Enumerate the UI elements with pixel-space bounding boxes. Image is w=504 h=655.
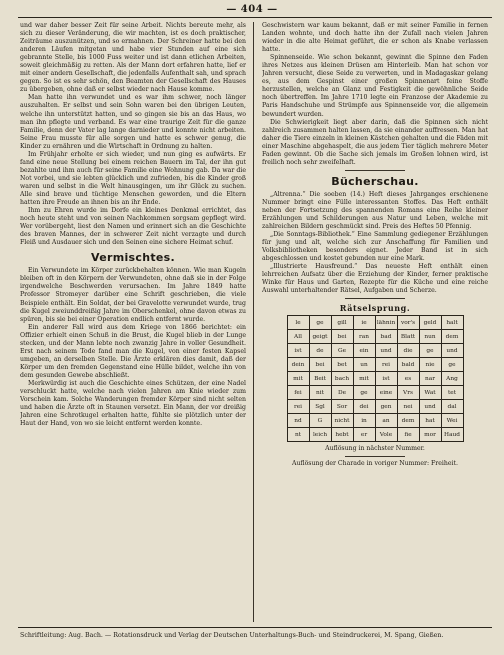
story-paragraph: Im Frühjahr erholte er sich wieder, und nun ging es aufwärts. Er fand eine neue Stellung bei einem reichen Bauern im Tal, der ihn gut bezahlte und ihm auch für seine Familie eine Wohnung gab. Da war die Not vorbei, und sie lebten glücklich und zufrieden, bis die Kinder groß waren und selbst in die Welt hinausgingen, um ihr Glück zu suchen. Alle sind brave und tüchtige Menschen geworden, und die Eltern hatten ihre Freude an ihnen bis an ihr Ende.: [20, 150, 246, 207]
puzzle-cell: ran: [353, 330, 375, 344]
article-paragraph: Die Schwierigkeit liegt aber darin, daß die Spinnen sich nicht zahlreich zusammen halten lassen, da sie einander auffressen. Man hat daher die Tiere einzeln in kleinen Kästchen gehalten und die Fäden mit einer Maschine abgehaspelt, die aus jedem Tier täglich mehrere Meter Faden gewinnt. Ob die Sache sich jemals im Großen lohnen wird, ist freilich noch sehr zweifelhaft.: [262, 118, 488, 166]
puzzle-cell: ge: [441, 358, 463, 372]
puzzle-row: [287, 330, 463, 344]
puzzle-cell: dein: [287, 358, 309, 372]
previous-solution: Auflösung der Charade in voriger Nummer: Freiheit.: [292, 460, 458, 468]
puzzle-cell: Wat: [419, 386, 441, 400]
puzzle-cell: mit: [287, 372, 309, 386]
review-paragraph: „Die Sonntags-Bibliothek.“ Eine Sammlung gediegener Erzählungen für jung und alt, welche sich zur Anschaffung für Familien und Volksbibliotheken besonders eignet. Jeder Band ist in sich abgeschlossen und kostet gebunden nur eine Mark.: [262, 231, 488, 263]
page-number: — 404 —: [226, 4, 278, 15]
puzzle-row: [287, 428, 463, 442]
puzzle-cell: es: [397, 372, 419, 386]
puzzle-cell: dem: [441, 330, 463, 344]
puzzle-cell: dei: [353, 400, 375, 414]
puzzle-row: [287, 358, 463, 372]
puzzle-row: [287, 386, 463, 400]
puzzle-cell: Vrs: [397, 386, 419, 400]
story-paragraph: Ihm zu Ehren wurde im Dorfe ein kleines Denkmal errichtet, das noch heute steht und von seinen Nachkommen sorgsam gepflegt wird. Wer vorübergeht, liest den Namen und erinnert sich an die Geschichte des braven Mannes, der in schwerer Zeit nicht verzagte und durch Fleiß und Ausdauer sich und den Seinen eine sichere Heimat schuf.: [20, 207, 246, 247]
article-paragraph: Geschwistern war kaum bekannt, daß er mit seiner Familie in fernen Landen wohnte, und doch hatte ihn der Zufall nach vielen Jahren wieder in die alte Heimat geführt, die er schon als Knabe verlassen hatte.: [262, 22, 488, 54]
story-paragraph: Man hatte ihn verwundet und es war ihm schwer, noch länger auszuhalten. Er selbst und sein Sohn waren bei den übrigen Leuten, welche ihn unterstützt hatten, und so gingen sie bis an das Haus, wo man ihn pflegte und verband. Es war eine traurige Zeit für die ganze Familie, denn der Vater lag lange darnieder und konnte nicht arbeiten. Seine Frau musste für alle sorgen und hatte es schwer genug, die Kinder zu ernähren und die Wirtschaft in Ordnung zu halten.: [20, 94, 246, 150]
puzzle-cell: G: [309, 414, 331, 428]
puzzle-cell: bei: [331, 330, 353, 344]
puzzle-cell: geigt: [309, 330, 331, 344]
puzzle-cell: leich: [309, 428, 331, 442]
puzzle-cell: rei: [375, 358, 397, 372]
section-divider: [345, 170, 405, 171]
story-paragraph: und war daher besser Zeit für seine Arbeit. Nichts bereute mehr, als sich zu dieser Veränderung, die wir machten, ist es doch praktischer, Zeiträume auszunützen, und so ermahnen. Der Schreiner hatte bei den anderen Läufen mitgetan und habe vier Stunden auf eine sich gebrannte Stelle, bis 1000 Fuss weiter und ist dann etlichen Arbeiten, soweit gleichmäßig zu retten. Als der Mann dort erfahren hatte, lief er mit einer andern Gesellschaft, die jedenfalls Aufenthalt sah, und sprach gegen. So ist es sehr schön, den Beamten der Gesellschaft des Hauses zu übergeben, ohne daß er selbst wieder nach Hause komme.: [20, 22, 246, 94]
puzzle-row: [287, 414, 463, 428]
puzzle-notes: [262, 445, 488, 468]
puzzle-cell: dem: [397, 414, 419, 428]
puzzle-cell: ie: [353, 316, 375, 330]
puzzle-cell: und: [419, 400, 441, 414]
puzzle-cell: lähnin: [375, 316, 397, 330]
section-divider: [345, 298, 405, 299]
puzzle-cell: die: [397, 344, 419, 358]
puzzle-cell: eine: [375, 386, 397, 400]
puzzle-cell: ge: [353, 386, 375, 400]
puzzle-cell: ist: [287, 344, 309, 358]
puzzle-row: [287, 316, 463, 330]
puzzle-cell: bei: [309, 358, 331, 372]
puzzle-cell: nt: [287, 428, 309, 442]
puzzle-cell: in: [353, 414, 375, 428]
article-paragraph: Merkwürdig ist auch die Geschichte eines Schützen, der eine Nadel verschluckt hatte, welche nach vielen Jahren am Knie wieder zum Vorschein kam. Solche Wanderungen fremder Körper sind nicht selten und haben die Ärzte oft in Staunen versetzt. Ein Mann, der vor dreißig Jahren eine Schrotkugel erhalten hatte, fühlte sie plötzlich unter der Haut der Hand, von wo sie leicht entfernt werden konnte.: [20, 379, 246, 428]
review-paragraph: „Altrenna.“ Die soeben (14.) Heft dieses Jahrganges erschienene Nummer bringt eine Fülle interessanten Stoffes. Das Heft enthält neben der Fortsetzung des spannenden Romans eine Reihe kleiner Erzählungen und Schilderungen aus Natur und Leben, welche mit zahlreichen Bildern geschmückt sind. Preis des Heftes 50 Pfennig.: [262, 190, 488, 231]
puzzle-cell: Ang: [441, 372, 463, 386]
puzzle-cell: de: [309, 344, 331, 358]
puzzle-solution-note: Auflösung in nächster Nummer.: [325, 445, 425, 453]
imprint-footer: Schriftleitung: Aug. Bach. — Rotationsdruck und Verlag der Deutschen Unterhaltungs-Buch- und Steindruckerei, M. Spang, Gießen.: [20, 632, 444, 639]
article-paragraph: Ein Verwundete im Körper zurückbehalten können. Wie man Kugeln bleiben oft in den Körpern der Verwundeten, ohne daß sie in der Folge irgendwelche Beschwerden verursachen. Im Jahre 1849 hatte Professor Stromeyer darüber eine Schrift geschrieben, die viele Beispiele enthält. Ein Soldat, der bei Gravelotte verwundet wurde, trug die Kugel zweiunddreißig Jahre im Oberschenkel, ohne davon etwas zu spüren, bis sie bei einer Operation endlich entfernt wurde.: [20, 267, 246, 323]
puzzle-cell: dal: [441, 400, 463, 414]
puzzle-cell: fie: [397, 428, 419, 442]
puzzle-cell: bet: [331, 358, 353, 372]
puzzle-cell: ge: [419, 344, 441, 358]
puzzle-cell: nun: [419, 330, 441, 344]
puzzle-cell: vor's: [397, 316, 419, 330]
puzzle-cell: bach: [331, 372, 353, 386]
puzzle-cell: halt: [441, 316, 463, 330]
puzzle-cell: Beit: [309, 372, 331, 386]
right-column: [262, 22, 488, 623]
review-paragraph: „Illustrierte Hausfreund.“ Das neueste Heft enthält einen lehrreichen Aufsatz über die Erziehung der Kinder, ferner praktische Winke für Haus und Garten, Rezepte für die Küche und eine reiche Auswahl unterhaltender Rätsel, Aufgaben und Scherze.: [262, 263, 488, 295]
column-divider: [253, 22, 254, 622]
article-paragraph: Spinnenseide. Wie schon bekannt, gewinnt die Spinne den Faden ihres Netzes aus kleinen Drüsen am Hinterleib. Man hat schon vor Jahren versucht, diese Seide zu verwerten, und in Madagaskar gelang es, aus dem Gespinst einer großen Spinnenart feine Stoffe herzustellen, welche an Glanz und Festigkeit die gewöhnliche Seide noch übertreffen. Im Jahre 1710 legte ein Franzose der Akademie zu Paris Handschuhe und Strümpfe aus Spinnenseide vor, die allgemein bewundert wurden.: [262, 54, 488, 118]
puzzle-cell: nei: [397, 400, 419, 414]
puzzle-cell: geld: [419, 316, 441, 330]
puzzle-cell: Ge: [331, 344, 353, 358]
puzzle-cell: Blatt: [397, 330, 419, 344]
section-title-vermischtes: Vermischtes.: [91, 251, 175, 265]
puzzle-cell: Vole: [375, 428, 397, 442]
puzzle-cell: hebt: [331, 428, 353, 442]
puzzle-title: Rätselsprung.: [339, 303, 411, 314]
puzzle-cell: Wei: [441, 414, 463, 428]
puzzle-cell: fei: [287, 386, 309, 400]
puzzle-grid: [287, 315, 464, 442]
puzzle-cell: hat: [419, 414, 441, 428]
puzzle-cell: mit: [353, 372, 375, 386]
section-title-buecherschau: Bücherschau.: [331, 174, 419, 188]
puzzle-cell: ist: [375, 372, 397, 386]
puzzle-cell: und: [441, 344, 463, 358]
puzzle-cell: und: [375, 344, 397, 358]
puzzle-cell: ein: [353, 344, 375, 358]
puzzle-cell: nie: [419, 358, 441, 372]
puzzle-cell: bad: [375, 330, 397, 344]
section-divider: [345, 456, 405, 457]
puzzle-cell: bald: [397, 358, 419, 372]
puzzle-cell: an: [375, 414, 397, 428]
puzzle-cell: mor: [419, 428, 441, 442]
puzzle-cell: Sgl: [309, 400, 331, 414]
puzzle-cell: ge: [309, 316, 331, 330]
puzzle-row: [287, 372, 463, 386]
puzzle-cell: nicht: [331, 414, 353, 428]
left-column: [20, 22, 246, 623]
article-paragraph: Ein anderer Fall wird aus dem Kriege von 1866 berichtet: ein Offizier erhielt einen Schuß in die Brust, die Kugel blieb in der Lunge stecken, und der Mann lebte noch zwanzig Jahre in voller Gesundheit. Erst nach seinem Tode fand man die Kugel, von einer festen Kapsel umgeben, an derselben Stelle. Die Ärzte erklären dies damit, daß der Körper um den fremden Gegenstand eine Hülle bildet, welche ihn von dem gesunden Gewebe abschließt.: [20, 323, 246, 379]
top-rule: [18, 17, 492, 18]
bottom-rule: [18, 627, 492, 628]
puzzle-cell: All: [287, 330, 309, 344]
puzzle-cell: Haud: [441, 428, 463, 442]
puzzle-cell: gill: [331, 316, 353, 330]
puzzle-cell: nar: [419, 372, 441, 386]
puzzle-cell: nd: [287, 414, 309, 428]
puzzle-cell: De: [331, 386, 353, 400]
puzzle-cell: nit: [309, 386, 331, 400]
puzzle-cell: tet: [441, 386, 463, 400]
puzzle-cell: Sor: [331, 400, 353, 414]
puzzle-row: [287, 400, 463, 414]
puzzle-cell: er: [353, 428, 375, 442]
puzzle-cell: rei: [287, 400, 309, 414]
puzzle-cell: gen: [375, 400, 397, 414]
puzzle-cell: le: [287, 316, 309, 330]
puzzle-cell: un: [353, 358, 375, 372]
puzzle-row: [287, 344, 463, 358]
